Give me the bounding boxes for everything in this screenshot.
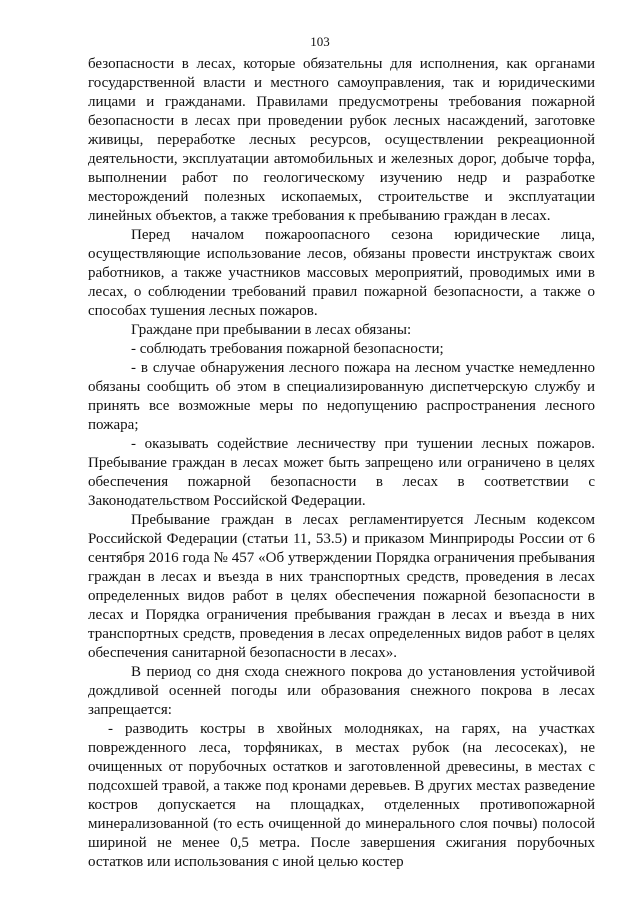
paragraph-fire-safety-rules: безопасности в лесах, которые обязательны для исполнения, как органами государственной власти и местного самоуправления, так и юридическими лицами и гражданами. Правилами предусмотрены требования пожарной безопасности в лесах при проведении рубок лесных насаждений, заготовке живицы, переработке лесных ресурсов, осуществлении рекреационной деятельности, эксплуатации автомобильных и железных дорог, добыче торфа, выполнении работ по геологическому изучению недр и разработке месторождений полезных ископаемых, строительстве и эксплуатации линейных объектов, а также требования к пребыванию граждан в лесах. bbox=[88, 56, 595, 224]
list-item-assist-forestry: - оказывать содействие лесничеству при тушении лесных пожаров. Пребывание граждан в лесах может быть запрещено или ограничено в целях обеспечения пожарной безопасности в лесах в соответствии с Законодательством Российской Федерации. bbox=[88, 436, 595, 509]
list-item-observe-requirements: - соблюдать требования пожарной безопасности; bbox=[131, 341, 444, 357]
list-item-bonfires: - разводить костры в хвойных молодняках, на гарях, на участках поврежденного леса, торфяниках, в местах рубок (на лесосеках), не очищенных от порубочных остатков и заготовленной древесины, в местах с подсохшей травой, а также под кронами деревьев. В других местах разведение костров допускается на площадках, отделенных противопожарной минерализованной (то есть очищенной до минерального слоя почвы) полосой шириной не менее 0,5 метра. После завершения сжигания порубочных остатков или использования с иной целью костер bbox=[88, 721, 595, 870]
page-body bbox=[88, 55, 595, 872]
paragraph-citizens-obligations: Граждане при пребывании в лесах обязаны: bbox=[131, 322, 412, 338]
paragraph-regulation: Пребывание граждан в лесах регламентируется Лесным кодексом Российской Федерации (статьи 11, 53.5) и приказом Минприроды России от 6 сентября 2016 года № 457 «Об утверждении Порядка ограничения пребывания граждан в лесах и въезда в них транспортных средств, проведения в лесах определенных видов работ в целях обеспечения пожарной безопасности в лесах и Порядка ограничения пребывания граждан в лесах и въезда в них транспортных средств, проведения в лесах определенных видов работ в целях обеспечения санитарной безопасности в лесах». bbox=[88, 512, 595, 661]
paragraph-prohibited-period: В период со дня схода снежного покрова до установления устойчивой дождливой осенней погоды или образования снежного покрова в лесах запрещается: bbox=[88, 664, 595, 718]
list-item-report-fire: - в случае обнаружения лесного пожара на лесном участке немедленно обязаны сообщить об этом в специализированную диспетчерскую службу и принять все возможные меры по недопущению распространения лесного пожара; bbox=[88, 360, 595, 433]
paragraph-legal-entities-briefing: Перед началом пожароопасного сезона юридические лица, осуществляющие использование лесов, обязаны провести инструктаж своих работников, а также участников массовых мероприятий, проводимых ими в лесах, о соблюдении требований правил пожарной безопасности, а также о способах тушения лесных пожаров. bbox=[88, 227, 595, 319]
page-number: 103 bbox=[310, 34, 330, 49]
